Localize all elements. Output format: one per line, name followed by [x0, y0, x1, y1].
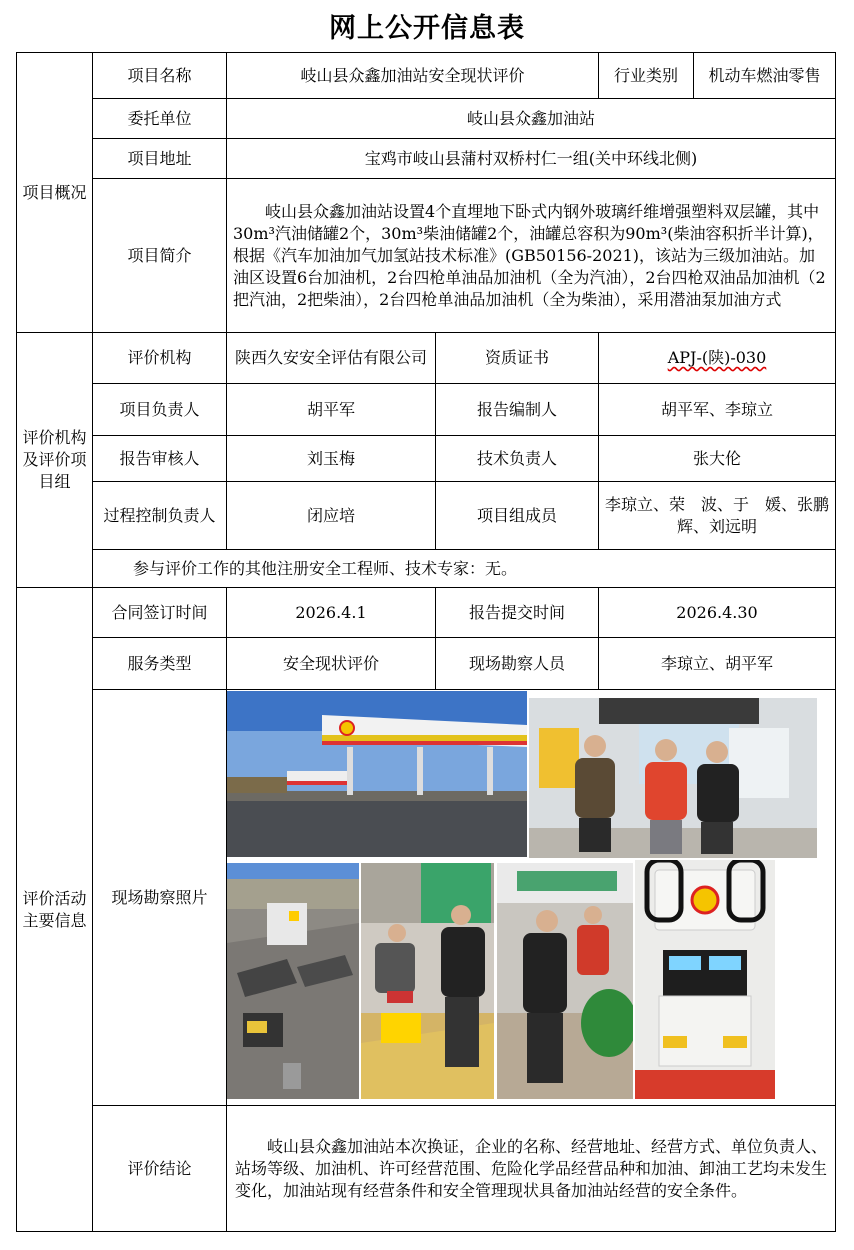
- photo-dispenser-inspection: [361, 863, 494, 1099]
- process-label: 过程控制负责人: [93, 482, 227, 550]
- address-label: 项目地址: [93, 139, 227, 179]
- client: 岐山县众鑫加油站: [227, 99, 836, 139]
- process: 闭应培: [227, 482, 436, 550]
- leader-label: 项目负责人: [93, 384, 227, 436]
- experts-note: 参与评价工作的其他注册安全工程师、技术专家：无。: [93, 550, 836, 588]
- intro-label: 项目简介: [93, 179, 227, 333]
- service-label: 服务类型: [93, 638, 227, 690]
- project-name-label: 项目名称: [93, 53, 227, 99]
- leader: 胡平军: [227, 384, 436, 436]
- author-label: 报告编制人: [436, 384, 599, 436]
- industry: 机动车燃油零售: [694, 53, 836, 99]
- tech: 张大伦: [599, 436, 836, 482]
- author: 胡平军、李琼立: [599, 384, 836, 436]
- photo-tank-area: [227, 863, 359, 1099]
- org: 陕西久安安全评估有限公司: [227, 333, 436, 384]
- reviewer-label: 报告审核人: [93, 436, 227, 482]
- reviewer: 刘玉梅: [227, 436, 436, 482]
- org-label: 评价机构: [93, 333, 227, 384]
- submit-date: 2026.4.30: [599, 588, 836, 638]
- tech-label: 技术负责人: [436, 436, 599, 482]
- client-label: 委托单位: [93, 99, 227, 139]
- section-activity: 评价活动主要信息: [17, 588, 93, 1232]
- survey-staff: 李琼立、胡平军: [599, 638, 836, 690]
- section-overview: 项目概况: [17, 53, 93, 333]
- survey-label: 现场勘察人员: [436, 638, 599, 690]
- photo-staff-indoor: [529, 698, 817, 858]
- cert-label: 资质证书: [436, 333, 599, 384]
- industry-label: 行业类别: [599, 53, 694, 99]
- photo-manhole-check: [497, 863, 633, 1099]
- members: 李琼立、荣 波、于 媛、张鹏辉、刘远明: [599, 482, 836, 550]
- contract-label: 合同签订时间: [93, 588, 227, 638]
- contract-date: 2026.4.1: [227, 588, 436, 638]
- address: 宝鸡市岐山县蒲村双桥村仁一组(关中环线北侧): [227, 139, 836, 179]
- photo-fuel-dispenser: [635, 860, 775, 1099]
- photo-station-canopy: [227, 691, 527, 857]
- page-title: 网上公开信息表: [329, 13, 525, 44]
- conclusion-label: 评价结论: [93, 1106, 227, 1232]
- conclusion-text: 岐山县众鑫加油站本次换证，企业的名称、经营地址、经营方式、单位负责人、站场等级、加油机、许可经营范围、危险化学品经营品种和加油、卸油工艺均未发生变化，加油站现有经营条件和安全管理现状具备加油站经营的安全条件。: [227, 1106, 836, 1232]
- cert-number: APJ-(陕)-030: [667, 348, 767, 367]
- site-photos: [227, 690, 836, 1106]
- members-label: 项目组成员: [436, 482, 599, 550]
- submit-label: 报告提交时间: [436, 588, 599, 638]
- info-table: [16, 52, 836, 1232]
- project-name: 岐山县众鑫加油站安全现状评价: [227, 53, 599, 99]
- project-intro: 岐山县众鑫加油站设置4个直埋地下卧式内钢外玻璃纤维增强塑料双层罐，其中30m³汽油储罐2个，30m³柴油储罐2个，油罐总容积为90m³(柴油容积折半计算)，根据《汽车加油加气加氢站技术标准》(GB50156-2021)，该站为三级加油站。加油区设置6台加油机，2台四枪单油品加油机（全为汽油），2台四枪双油品加油机（2把汽油，2把柴油），2台四枪单油品加油机（全为柴油），采用潜油泵加油方式: [227, 179, 836, 333]
- section-institution: 评价机构及评价项目组: [17, 333, 93, 588]
- service-type: 安全现状评价: [227, 638, 436, 690]
- photos-label: 现场勘察照片: [93, 690, 227, 1106]
